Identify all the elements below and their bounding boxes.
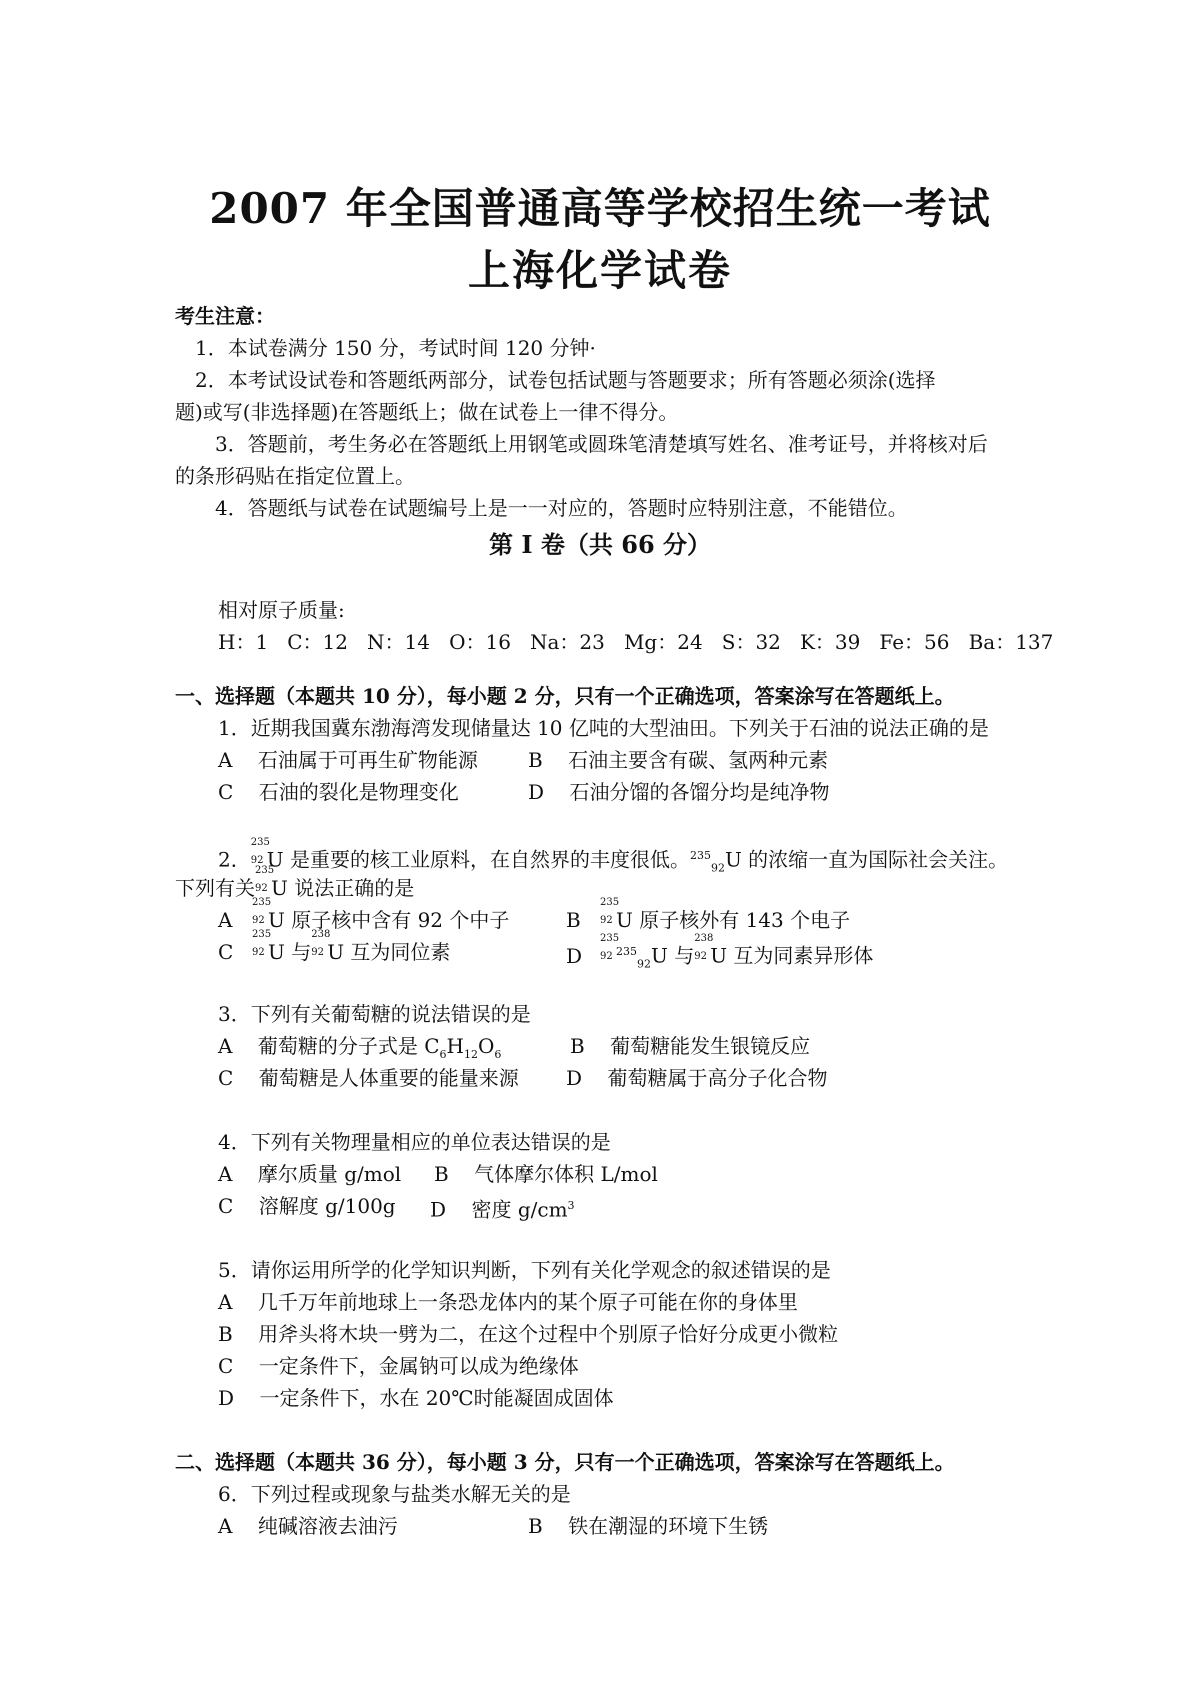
q3-option-c: C 葡萄糖是人体重要的能量来源	[218, 1066, 519, 1090]
q2-option-d: D 235 92 $^{235}_{92}$U 与 238 92 U 互为同素异形体	[566, 932, 874, 971]
q1-option-c: C 石油的裂化是物理变化	[218, 780, 459, 804]
isotope-u235: 235 92	[252, 897, 272, 926]
section1-heading: 一、选择题（本题共 10 分），每小题 2 分，只有一个正确选项，答案涂写在答题纸上。	[175, 684, 955, 708]
q3-option-a: A 葡萄糖的分子式是 $C_6H_{12}O_6$	[218, 1034, 502, 1061]
notice-item-1: 1．本试卷满分 150 分，考试时间 120 分钟·	[195, 336, 596, 360]
q1-option-b: B 石油主要含有碳、氢两种元素	[528, 748, 829, 772]
q1-stem: 1．近期我国冀东渤海湾发现储量达 10 亿吨的大型油田。下列关于石油的说法正确的是	[218, 716, 989, 740]
isotope-u235: 235 92	[252, 929, 272, 958]
isotope-u238: 238 92	[694, 932, 714, 962]
q2-inline-mass: 235	[689, 849, 711, 862]
q5-stem: 5．请你运用所学的化学知识判断，下列有关化学观念的叙述错误的是	[218, 1258, 831, 1282]
notice-heading: 考生注意：	[175, 304, 275, 328]
isotope-u235: 235 92	[600, 897, 620, 926]
q4-stem: 4．下列有关物理量相应的单位表达错误的是	[218, 1130, 611, 1154]
isotope-u235: 235 92	[600, 932, 620, 962]
isotope-u235: 235 92	[250, 836, 270, 866]
q2-option-c: C 235 92 U 与 238 92 U 互为同位素	[218, 929, 451, 964]
q4-option-a: A 摩尔质量 g/mol	[218, 1162, 402, 1186]
q4-option-d: D 密度 $g/cm^3$	[430, 1197, 575, 1222]
q2-stem-text-b: U 的浓缩一直为国际社会关注。	[724, 847, 1009, 872]
notice-item-2-cont: 题)或写(非选择题)在答题纸上；做在试卷上一律不得分。	[175, 400, 679, 424]
q2-stem-line2: 下列有关 235 92 U 说法正确的是	[175, 865, 415, 900]
notice-item-4: 4．答题纸与试卷在试题编号上是一一对应的，答题时应特别注意，不能错位。	[215, 496, 908, 520]
exam-title-line1: 2007 年全国普通高等学校招生统一考试	[209, 184, 991, 233]
notice-item-3: 3．答题前，考生务必在答题纸上用钢笔或圆珠笔清楚填写姓名、准考证号，并将核对后	[215, 432, 988, 456]
q3-option-b: B 葡萄糖能发生银镜反应	[570, 1034, 811, 1058]
q5-option-d: D 一定条件下，水在 20℃时能凝固成固体	[218, 1386, 614, 1410]
notice-item-3-cont: 的条形码贴在指定位置上。	[175, 464, 415, 488]
q5-option-a: A 几千万年前地球上一条恐龙体内的某个原子可能在你的身体里	[218, 1290, 798, 1314]
q2-option-b: B 235 92 U 原子核外有 143 个电子	[566, 897, 851, 932]
q5-option-b: B 用斧头将木块一劈为二，在这个过程中个别原子恰好分成更小微粒	[218, 1322, 839, 1346]
atomic-mass-values: H：1 C：12 N：14 O：16 Na：23 Mg：24 S：32 K：39 Fe：56 Ba：137	[218, 630, 1054, 654]
isotope-u235: 235 92	[255, 865, 275, 894]
notice-item-2: 2．本考试设试卷和答题纸两部分，试卷包括试题与答题要求；所有答题必须涂(选择	[195, 368, 936, 392]
section2-heading: 二、选择题（本题共 36 分），每小题 3 分，只有一个正确选项，答案涂写在答题纸上。	[175, 1450, 955, 1474]
q5-option-c: C 一定条件下，金属钠可以成为绝缘体	[218, 1354, 579, 1378]
q6-option-b: B 铁在潮湿的环境下生锈	[528, 1514, 769, 1538]
volume-title: 第 I 卷（共 66 分）	[488, 530, 712, 559]
exam-title-line2: 上海化学试卷	[467, 246, 732, 295]
q4-option-b: B 气体摩尔体积 L/mol	[434, 1162, 658, 1186]
q4-option-c: C 溶解度 g/100g	[218, 1194, 396, 1218]
q3-option-d: D 葡萄糖属于高分子化合物	[566, 1066, 828, 1090]
q1-option-a: A 石油属于可再生矿物能源	[218, 748, 478, 772]
isotope-u238: 238 92	[311, 929, 331, 958]
q2-option-a: A 235 92 U 原子核中含有 92 个中子	[218, 897, 510, 932]
q3-stem: 3．下列有关葡萄糖的说法错误的是	[218, 1002, 531, 1026]
atomic-mass-label: 相对原子质量:	[218, 598, 345, 622]
q2-number: 2．	[218, 847, 251, 872]
q2-stem-text-a: U 是重要的核工业原料，在自然界的丰度很低。	[266, 847, 690, 872]
q6-option-a: A 纯碱溶液去油污	[218, 1514, 398, 1538]
q1-option-d: D 石油分馏的各馏分均是纯净物	[528, 780, 830, 804]
q2-inline-z: 92	[710, 861, 725, 875]
q6-stem: 6．下列过程或现象与盐类水解无关的是	[218, 1482, 571, 1506]
